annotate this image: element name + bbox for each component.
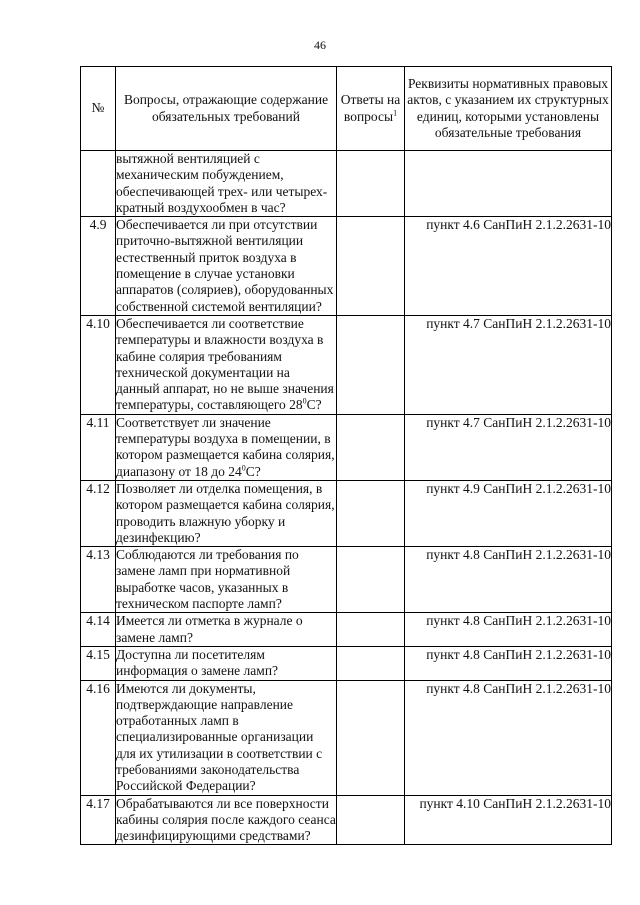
row-reference: пункт 4.6 СанПиН 2.1.2.2631-10 [405,217,612,316]
degree-superscript: 0 [302,396,307,406]
table-row [81,414,612,480]
row-question: Доступна ли посетителям информация о замене ламп? [116,646,337,680]
row-number: 4.13 [81,547,116,613]
row-number: 4.14 [81,613,116,647]
row-answer[interactable] [337,414,405,480]
row-question-tail: С? [306,397,322,413]
table-row [81,480,612,546]
row-number: 4.12 [81,480,116,546]
row-answer[interactable] [337,315,405,414]
table-row [81,795,612,845]
row-reference: пункт 4.8 СанПиН 2.1.2.2631-10 [405,547,612,613]
row-question: Позволяет ли отделка помещения, в котором размещается кабина солярия, проводить влажную уборку и дезинфекцию? [116,480,335,545]
row-question-text: Обеспечивается ли соответствие температуры и влажности воздуха в кабине солярия требованиям технической документации на данный аппарат, но не выше значения температуры, составляющего 28 [116,315,334,413]
table-row [81,680,612,795]
row-reference: пункт 4.8 СанПиН 2.1.2.2631-10 [405,680,612,795]
page-number: 46 [314,38,326,52]
row-reference: пункт 4.8 СанПиН 2.1.2.2631-10 [405,646,612,680]
table-row [81,217,612,316]
row-answer[interactable] [337,547,405,613]
row-number: 4.15 [81,646,116,680]
header-answers-footnote: 1 [393,108,398,117]
row-number: 4.9 [81,217,116,316]
table-header-row [81,67,612,151]
row-question: Имеются ли документы, подтверждающие направление отработанных ламп в специализированные организации для их утилизации в соответствии с требованиями законодательства Российской Федерации? [116,680,337,795]
row-number [81,151,116,217]
row-reference [405,151,612,217]
row-question: Обеспечивается ли при отсутствии приточно-вытяжной вентиляции естественный приток воздуха в помещение в случае установки аппаратов (соляриев), оборудованных собственной системой вентиляции? [116,217,337,316]
header-number: № [81,67,116,151]
row-reference: пункт 4.9 СанПиН 2.1.2.2631-10 [405,480,612,546]
row-answer[interactable] [337,613,405,647]
requirements-table [80,66,612,845]
row-answer[interactable] [337,480,405,546]
row-answer[interactable] [337,795,405,845]
degree-superscript: 0 [241,463,246,473]
row-reference: пункт 4.7 СанПиН 2.1.2.2631-10 [405,315,612,414]
row-question: Обрабатываются ли все поверхности кабины солярия после каждого сеанса дезинфицирующими средствами? [116,795,336,844]
row-answer[interactable] [337,646,405,680]
row-question: вытяжной вентиляцией с механическим побуждением, обеспечивающей трех- или четырех-кратный воздухообмен в час? [116,151,337,217]
row-reference: пункт 4.8 СанПиН 2.1.2.2631-10 [405,613,612,647]
row-reference: пункт 4.7 СанПиН 2.1.2.2631-10 [405,414,612,480]
row-answer[interactable] [337,151,405,217]
row-number: 4.16 [81,680,116,795]
row-question-text: Соответствует ли значение температуры воздуха в помещении, в котором размещается кабина солярия, диапазону от 18 до 24 [116,414,335,479]
row-question: Соблюдаются ли требования по замене ламп при нормативной выработке часов, указанных в техническом паспорте ламп? [116,547,337,613]
table-row [81,646,612,680]
table-row [81,315,612,414]
row-answer[interactable] [337,680,405,795]
row-reference: пункт 4.10 СанПиН 2.1.2.2631-10 [405,795,612,845]
row-question [116,414,337,480]
row-number: 4.10 [81,315,116,414]
row-number: 4.11 [81,414,116,480]
header-answers [337,67,405,151]
header-requisites: Реквизиты нормативных правовых актов, с указанием их структурных единиц, которыми установлены обязательные требования [405,67,612,151]
table-row [81,613,612,647]
row-number: 4.17 [81,795,116,845]
table-row [81,547,612,613]
header-answers-label: Ответы на вопросы [340,92,401,124]
row-answer[interactable] [337,217,405,316]
header-question: Вопросы, отражающие содержание обязательных требований [116,67,337,151]
row-question [116,315,337,414]
row-question-tail: С? [245,463,261,479]
row-question: Имеется ли отметка в журнале о замене ламп? [116,613,337,647]
table-row [81,151,612,217]
